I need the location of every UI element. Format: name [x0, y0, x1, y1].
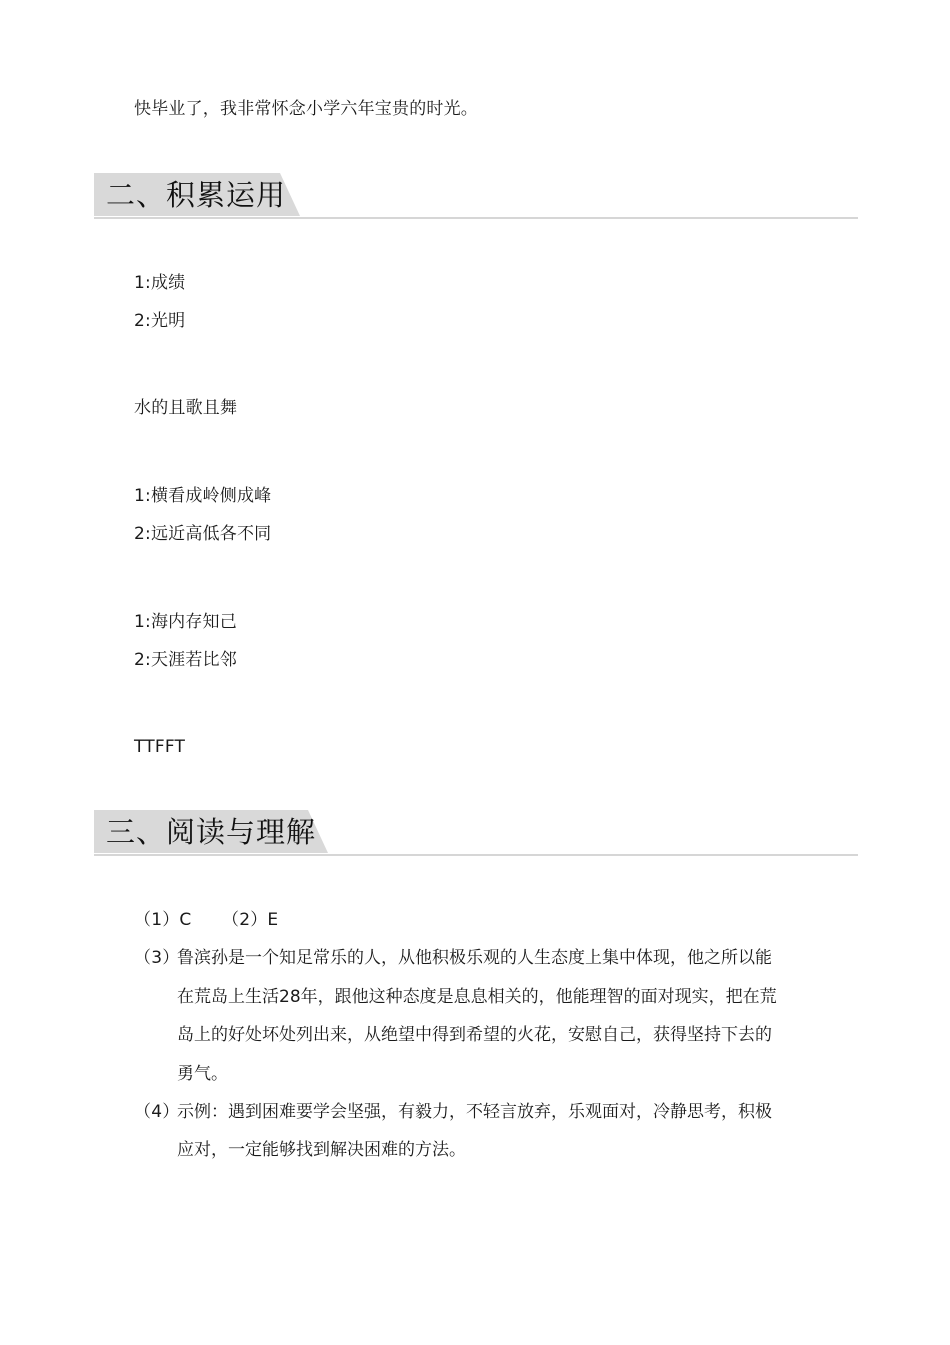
section-header-3 — [94, 810, 858, 856]
q3-label: （3） — [134, 948, 180, 968]
section-divider — [94, 217, 858, 219]
q4-label: （4） — [134, 1102, 180, 1122]
answer-line: 1:海内存知己 — [134, 612, 237, 632]
q4-text-line: 应对，一定能够找到解决困难的方法。 — [177, 1140, 466, 1160]
answer-line: 2:天涯若比邻 — [134, 650, 237, 670]
answer-line: 水的且歌且舞 — [134, 398, 238, 418]
q3-text-line: 岛上的好处坏处列出来，从绝望中得到希望的火花，安慰自己，获得坚持下去的 — [177, 1025, 772, 1045]
q2-answer: （2）E — [222, 910, 279, 930]
q3-text-line: 鲁滨孙是一个知足常乐的人，从他积极乐观的人生态度上集中体现，他之所以能 — [177, 948, 772, 968]
q3-text-line: 勇气。 — [177, 1064, 228, 1084]
intro-sentence: 快毕业了，我非常怀念小学六年宝贵的时光。 — [134, 99, 478, 119]
answer-line: 2:光明 — [134, 311, 186, 331]
q1-answer: （1）C — [134, 910, 192, 930]
section-divider — [94, 854, 858, 856]
answer-line: 2:远近高低各不同 — [134, 524, 272, 544]
answer-line: 1:横看成岭侧成峰 — [134, 486, 272, 506]
q4-text-line: 示例：遇到困难要学会坚强，有毅力，不轻言放弃，乐观面对，冷静思考，积极 — [177, 1102, 772, 1122]
section-title: 二、积累运用 — [106, 178, 287, 212]
q3-text-line: 在荒岛上生活28年，跟他这种态度是息息相关的，他能理智的面对现实，把在荒 — [177, 987, 777, 1007]
answer-line: 1:成绩 — [134, 273, 186, 293]
answer-line: TTFFT — [134, 737, 186, 757]
section-title: 三、阅读与理解 — [106, 815, 317, 849]
section-header-2 — [94, 173, 858, 219]
